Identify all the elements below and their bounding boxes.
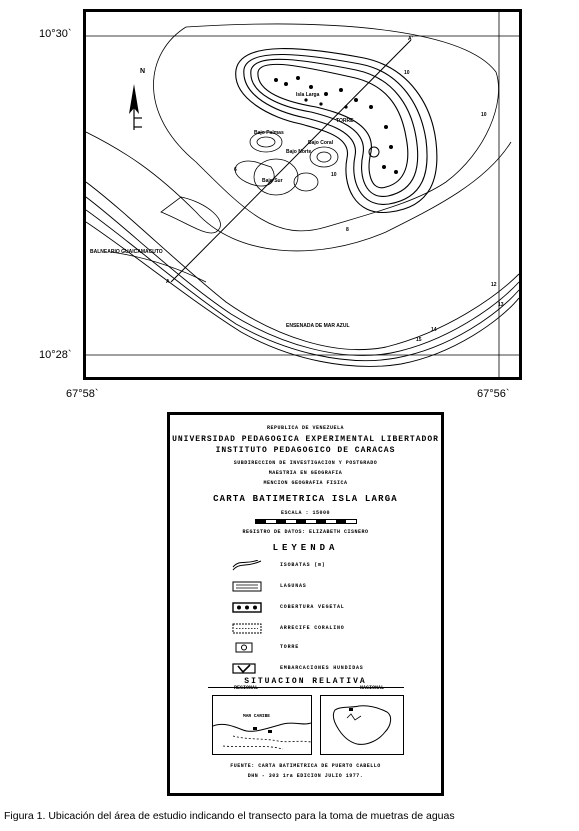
isla-larga-label: Isla Larga xyxy=(296,92,320,98)
transect-line xyxy=(171,40,411,282)
transect-a-prime-label: A' xyxy=(408,36,413,42)
vegetation-symbol-icon xyxy=(232,602,262,613)
map-title: CARTA BATIMETRICA ISLA LARGA xyxy=(213,494,398,504)
legend-item-torre xyxy=(232,642,432,654)
depth-label: 10 xyxy=(331,172,337,178)
bajo-sur-label: Bajo Sur xyxy=(262,178,283,184)
scale-bar xyxy=(255,519,357,524)
depth-label: 12 xyxy=(491,282,497,288)
legend-label: COBERTURA VEGETAL xyxy=(280,604,345,610)
bajo-norte-label: Bajo Norte xyxy=(286,149,312,155)
depth-label: 10 xyxy=(481,112,487,118)
depth-label: 6 xyxy=(234,167,237,173)
coral-reef-symbol-icon xyxy=(232,623,262,634)
ensenada-label: ENSENADA DE MAR AZUL xyxy=(286,323,350,329)
scale-text: ESCALA : 15000 xyxy=(280,510,330,516)
master-text: MAESTRIA EN GEOGRAFIA xyxy=(268,470,343,476)
bathymetric-map xyxy=(83,9,522,380)
legend-item-arrecife xyxy=(232,623,432,635)
depth-label: 14 xyxy=(431,327,437,333)
transect-a-label: A xyxy=(166,279,170,285)
national-inset-map xyxy=(320,695,404,755)
map-legend xyxy=(167,412,444,796)
legend-item-isobatas xyxy=(232,560,432,572)
leyenda-heading: LEYENDA xyxy=(272,543,339,553)
longitude-left-label: 67°58` xyxy=(66,388,99,400)
legend-label: LAGUNAS xyxy=(280,583,307,589)
legend-item-vegetacion xyxy=(232,602,432,614)
lagoon-symbol-icon xyxy=(232,581,262,592)
latitude-top-label: 10°30` xyxy=(39,28,72,40)
coastline-contours xyxy=(86,182,519,366)
legend-item-embarcaciones xyxy=(232,663,432,675)
legend-label: TORRE xyxy=(280,644,300,650)
registry-text: REGISTRO DE DATOS: ELIZABETH CISNERO xyxy=(242,529,369,535)
legend-label: EMBARCACIONES HUNDIDAS xyxy=(280,665,364,671)
legend-label: ARRECIFE CORALINO xyxy=(280,625,345,631)
regional-map-drawing xyxy=(213,696,311,754)
north-label: N xyxy=(140,68,146,75)
source-line-2: DHN - 303 1ra EDICION JULIO 1977. xyxy=(247,773,364,779)
depth-label: 13 xyxy=(498,302,504,308)
university-text: UNIVERSIDAD PEDAGOGICA EXPERIMENTAL LIBERTADOR xyxy=(172,435,439,444)
bajo-coral-label: Bajo Coral xyxy=(308,140,334,146)
situacion-heading: SITUACION RELATIVA xyxy=(244,677,367,686)
regional-inset-map xyxy=(212,695,312,755)
mention-text: MENCION GEOGRAFIA FISICA xyxy=(263,480,348,486)
latitude-bottom-label: 10°28` xyxy=(39,349,72,361)
depth-label: 8 xyxy=(346,227,349,233)
subdirection-text: SUBDIRECCION DE INVESTIGACION Y POSTGRADO xyxy=(233,460,378,466)
legend-item-lagunas xyxy=(232,581,432,593)
institute-text: INSTITUTO PEDAGOGICO DE CARACAS xyxy=(215,446,396,455)
bajo-palmas-label: Bajo Palmas xyxy=(254,130,284,136)
republic-text: REPUBLICA DE VENEZUELA xyxy=(266,425,344,431)
depth-label: 10 xyxy=(404,70,410,76)
balneario-label: BALNEARIO GUAICAMACUTO xyxy=(90,249,163,255)
regional-label: REGIONAL xyxy=(234,685,259,691)
shipwreck-symbol-icon xyxy=(232,663,262,674)
figure-caption: Figura 1. Ubicación del área de estudio indicando el transecto para la toma de muetras de aguas xyxy=(4,810,455,822)
depth-label: 15 xyxy=(416,337,422,343)
torre-label: TORRE xyxy=(336,118,354,124)
venezuela-outline-drawing xyxy=(321,696,403,754)
source-line-1: FUENTE: CARTA BATIMETRICA DE PUERTO CABELLO xyxy=(230,763,381,769)
legend-label: ISOBATAS (m) xyxy=(280,562,326,568)
tower-symbol-icon xyxy=(232,642,262,653)
nacional-label: NACIONAL xyxy=(360,685,385,691)
mar-caribe-label: MAR CARIBE xyxy=(243,714,271,719)
longitude-right-label: 67°56` xyxy=(477,388,510,400)
isobath-symbol-icon xyxy=(232,560,262,571)
north-arrow xyxy=(129,84,142,130)
